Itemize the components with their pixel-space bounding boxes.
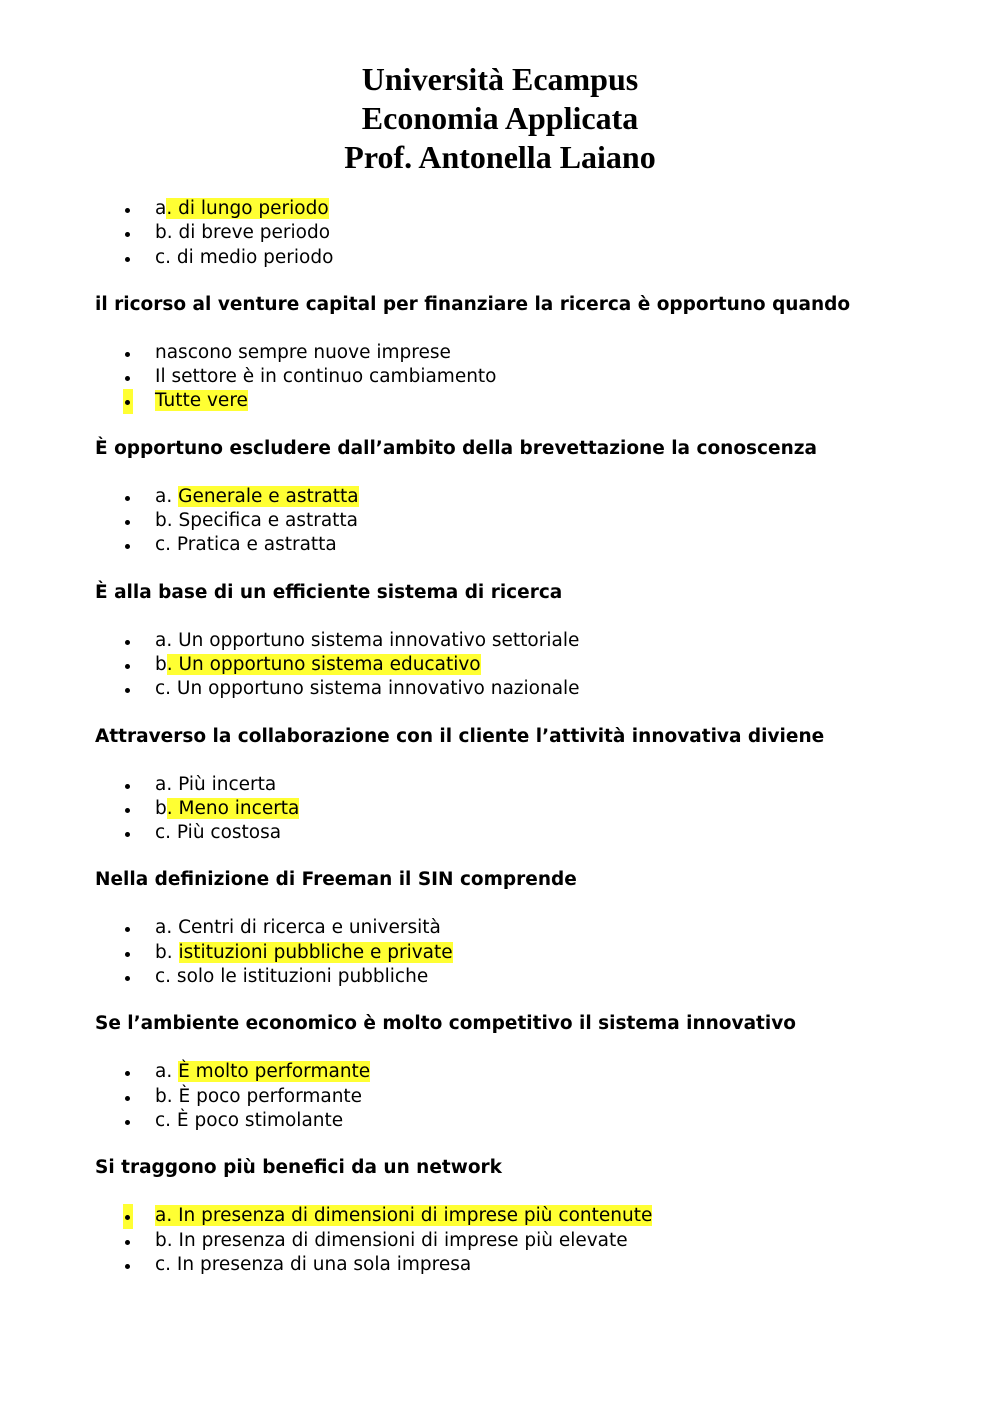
answer-option [95, 941, 955, 965]
answer-list [95, 1060, 955, 1133]
answer-option [95, 1060, 955, 1084]
answer-text: a. Più incerta [155, 773, 277, 795]
bullet-icon [123, 197, 133, 221]
highlighted-answer-text: istituzioni pubbliche e private [178, 941, 453, 963]
question-text: il ricorso al venture capital per finanziare la ricerca è opportuno quando [95, 293, 851, 315]
question-text: Attraverso la collaborazione con il cliente l’attività innovativa diviene [95, 725, 825, 747]
answer-option [95, 1253, 955, 1277]
answer-text: c. Un opportuno sistema innovativo nazionale [155, 678, 580, 700]
professor-name: Prof. Antonella Laiano [344, 139, 656, 175]
question-block [95, 293, 955, 437]
question-block [95, 1156, 955, 1277]
answer-prefix: b. [155, 941, 179, 963]
answer-text: c. di medio periodo [155, 246, 334, 268]
bullet-icon [123, 629, 133, 653]
question-block [95, 1012, 955, 1156]
answer-text: a. Un opportuno sistema innovativo settoriale [155, 629, 580, 651]
answer-text: c. Pratica e astratta [155, 534, 337, 556]
answer-option [95, 773, 955, 797]
answer-option [95, 533, 955, 557]
answer-text: Il settore è in continuo cambiamento [155, 366, 497, 388]
answer-option [95, 797, 955, 821]
bullet-icon [123, 1253, 133, 1277]
bullet-icon [123, 365, 133, 389]
document-header [0, 60, 1000, 177]
bullet-icon [123, 221, 133, 245]
answer-option [95, 389, 955, 413]
answer-list [95, 916, 955, 989]
quiz-content [95, 197, 955, 1277]
bullet-icon [123, 1204, 133, 1228]
highlighted-answer-text: Generale e astratta [178, 485, 359, 507]
answer-text: c. Più costosa [155, 822, 282, 844]
answer-text: c. In presenza di una sola impresa [155, 1253, 472, 1275]
bullet-icon [123, 533, 133, 557]
bullet-icon [123, 677, 133, 701]
answer-option [95, 677, 955, 701]
question-block [95, 868, 955, 1012]
answer-option [95, 341, 955, 365]
answer-option [95, 221, 955, 245]
answer-text: a. Centri di ricerca e università [155, 917, 441, 939]
bullet-icon [123, 653, 133, 677]
highlighted-answer-text: . Un opportuno sistema educativo [166, 653, 481, 675]
bullet-icon [123, 821, 133, 845]
question-text: È alla base di un efficiente sistema di ricerca [95, 581, 563, 603]
highlighted-answer-text: a. In presenza di dimensioni di imprese più contenute [155, 1205, 653, 1227]
answer-text: nascono sempre nuove imprese [155, 341, 451, 363]
answer-option [95, 916, 955, 940]
answer-option [95, 653, 955, 677]
answer-list [95, 629, 955, 702]
highlighted-answer-text: . di lungo periodo [166, 198, 329, 219]
answer-list [95, 197, 955, 270]
answer-option [95, 197, 955, 221]
answer-prefix: b [155, 653, 167, 675]
bullet-icon [123, 1060, 133, 1084]
answer-text: c. È poco stimolante [155, 1109, 344, 1131]
question-text: È opportuno escludere dall’ambito della brevettazione la conoscenza [95, 437, 817, 459]
answer-text: c. solo le istituzioni pubbliche [155, 966, 429, 988]
course-name: Economia Applicata [361, 100, 639, 136]
question-block [95, 197, 955, 293]
answer-prefix: a [155, 198, 167, 219]
answer-option [95, 821, 955, 845]
university-name: Università Ecampus [361, 61, 639, 97]
answer-prefix: b [155, 797, 167, 819]
highlighted-answer-text: Tutte vere [155, 390, 248, 412]
bullet-icon [123, 1109, 133, 1133]
answer-list [95, 773, 955, 846]
answer-prefix: a. [155, 485, 179, 507]
answer-option [95, 1109, 955, 1133]
answer-prefix: a. [155, 1061, 179, 1083]
bullet-icon [123, 916, 133, 940]
answer-list [95, 1204, 955, 1277]
answer-option [95, 246, 955, 270]
answer-option [95, 1204, 955, 1228]
bullet-icon [123, 246, 133, 270]
bullet-icon [123, 797, 133, 821]
question-text: Nella definizione di Freeman il SIN comprende [95, 869, 577, 891]
question-block [95, 725, 955, 869]
answer-option [95, 509, 955, 533]
answer-text: b. di breve periodo [155, 222, 331, 244]
answer-option [95, 485, 955, 509]
bullet-icon [123, 509, 133, 533]
bullet-icon [123, 485, 133, 509]
bullet-icon [123, 1085, 133, 1109]
answer-list [95, 341, 955, 414]
question-text: Si traggono più benefici da un network [95, 1157, 502, 1179]
answer-option [95, 1229, 955, 1253]
answer-text: b. È poco performante [155, 1085, 363, 1107]
question-block [95, 437, 955, 581]
answer-option [95, 965, 955, 989]
bullet-icon [123, 941, 133, 965]
bullet-icon [123, 1229, 133, 1253]
question-text: Se l’ambiente economico è molto competitivo il sistema innovativo [95, 1013, 797, 1035]
bullet-icon [123, 389, 133, 413]
answer-text: b. In presenza di dimensioni di imprese più elevate [155, 1229, 628, 1251]
answer-list [95, 485, 955, 558]
answer-option [95, 1085, 955, 1109]
highlighted-answer-text: È molto performante [178, 1061, 371, 1083]
bullet-icon [123, 965, 133, 989]
bullet-icon [123, 773, 133, 797]
answer-text: b. Specifica e astratta [155, 510, 359, 532]
answer-option [95, 629, 955, 653]
question-block [95, 581, 955, 725]
highlighted-answer-text: . Meno incerta [166, 797, 300, 819]
answer-option [95, 365, 955, 389]
bullet-icon [123, 341, 133, 365]
